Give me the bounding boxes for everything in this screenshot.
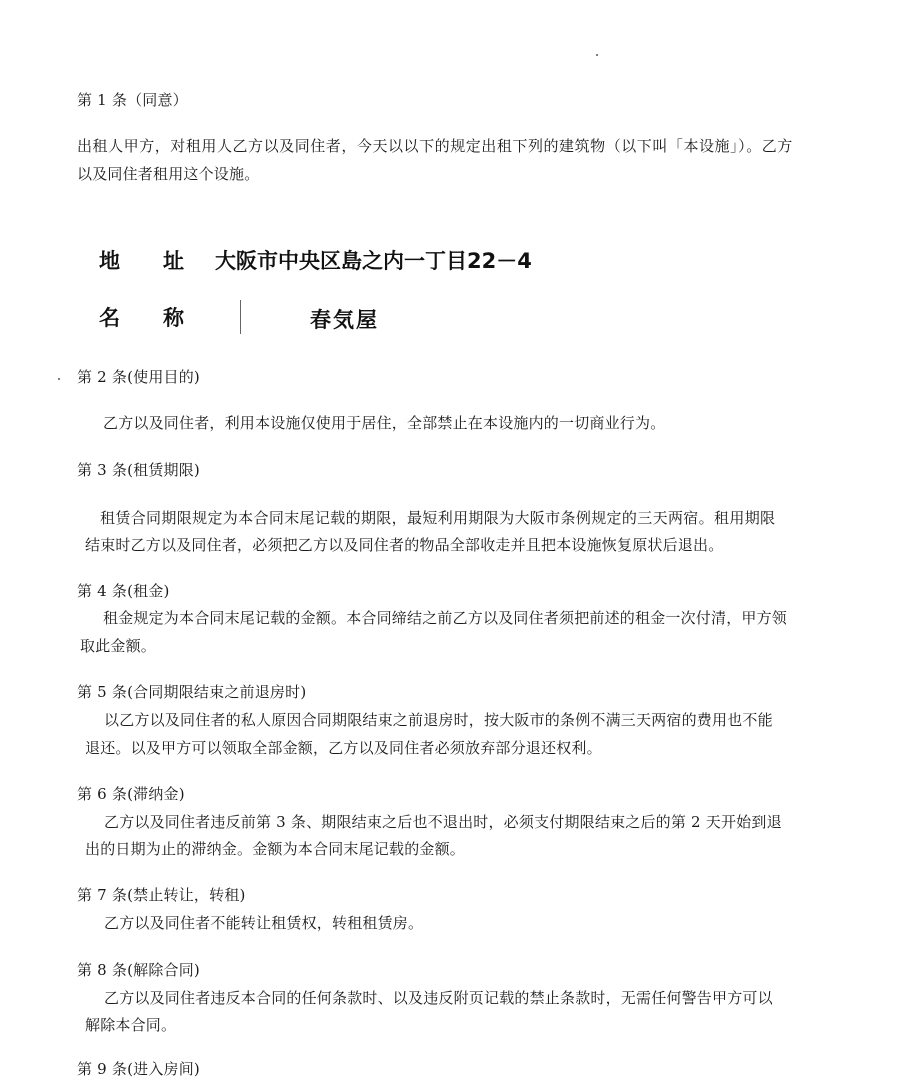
address-value: 大阪市中央区島之内一丁目22－4	[215, 249, 532, 273]
article-1-line-1: 出租人甲方，对租用人乙方以及同住者，今天以以下的规定出租下列的建筑物（以下叫「本设施」）。乙方	[77, 137, 793, 155]
article-9-heading: 第 9 条(进入房间)	[77, 1060, 200, 1078]
article-6-line-2: 出的日期为止的滞纳金。金额为本合同末尾记载的金额。	[85, 840, 466, 858]
article-5-heading: 第 5 条(合同期限结束之前退房时)	[77, 683, 307, 701]
article-3-heading: 第 3 条(租赁期限)	[77, 461, 200, 479]
article-8-line-2: 解除本合同。	[85, 1016, 177, 1034]
address-label-char-1: 地	[99, 249, 120, 273]
facility-name: 春気屋	[310, 308, 379, 332]
article-7-line-1: 乙方以及同住者不能转让租赁权，转租租赁房。	[104, 914, 424, 932]
name-label-char-2: 称	[163, 306, 184, 330]
address-label-char-2: 址	[163, 249, 184, 273]
article-3-line-2: 结束时乙方以及同住者，必须把乙方以及同住者的物品全部收走并且把本设施恢复原状后退出。	[85, 536, 724, 554]
name-label-char-1: 名	[99, 306, 120, 330]
article-1-heading: 第 1 条（同意）	[77, 91, 188, 109]
article-7-heading: 第 7 条(禁止转让，转租)	[77, 886, 246, 904]
article-5-line-2: 退还。以及甲方可以领取全部金额，乙方以及同住者必须放弃部分退还权利。	[85, 739, 602, 757]
scan-speck	[596, 54, 598, 56]
article-1-line-2: 以及同住者租用这个设施。	[77, 165, 260, 183]
scan-mark	[240, 300, 241, 334]
article-4-line-1: 租金规定为本合同末尾记载的金额。本合同缔结之前乙方以及同住者须把前述的租金一次付清，甲方领	[103, 609, 788, 627]
article-3-line-1: 租赁合同期限规定为本合同末尾记载的期限，最短利用期限为大阪市条例规定的三天两宿。租用期限	[100, 509, 776, 527]
article-2-heading: 第 2 条(使用目的)	[77, 368, 200, 386]
article-6-line-1: 乙方以及同住者违反前第 3 条、期限结束之后也不退出时，必须支付期限结束之后的第 2 天开始到退	[104, 813, 782, 831]
article-8-line-1: 乙方以及同住者违反本合同的任何条款时、以及违反附页记载的禁止条款时，无需任何警告甲方可以	[104, 989, 773, 1007]
article-2-line-1: 乙方以及同住者，利用本设施仅使用于居住，全部禁止在本设施内的一切商业行为。	[103, 414, 666, 432]
article-5-line-1: 以乙方以及同住者的私人原因合同期限结束之前退房时，按大阪市的条例不满三天两宿的费用也不能	[104, 711, 773, 729]
article-6-heading: 第 6 条(滞纳金)	[77, 785, 185, 803]
article-8-heading: 第 8 条(解除合同)	[77, 961, 200, 979]
scan-speck	[58, 378, 60, 380]
article-4-line-2: 取此金额。	[80, 637, 157, 655]
article-4-heading: 第 4 条(租金)	[77, 582, 170, 600]
